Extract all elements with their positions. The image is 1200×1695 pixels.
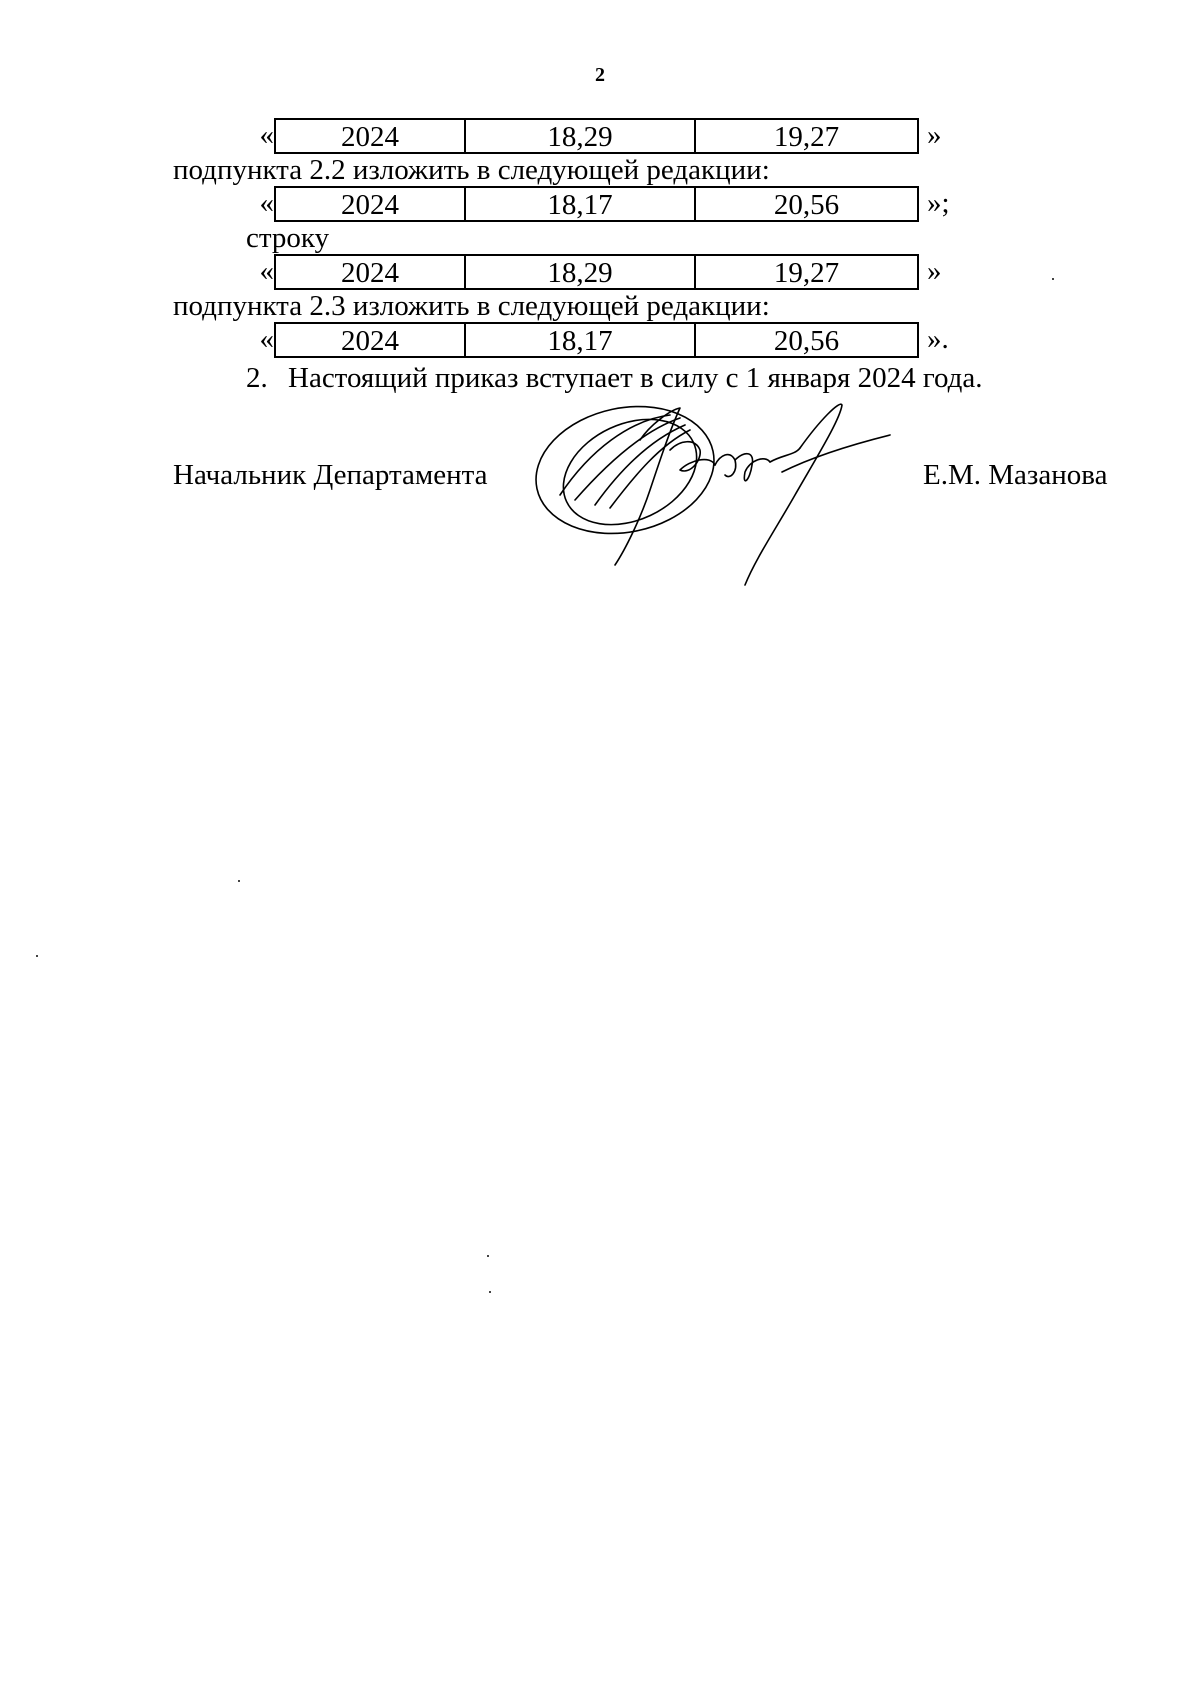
value-cell-1: 18,17 bbox=[466, 324, 696, 356]
value-cell-1: 18,17 bbox=[466, 188, 696, 220]
table-cells bbox=[274, 254, 919, 290]
page-number: 2 bbox=[595, 64, 605, 86]
open-quote: « bbox=[259, 119, 274, 151]
scan-speck bbox=[489, 1291, 491, 1293]
table-cells bbox=[274, 322, 919, 358]
year-cell: 2024 bbox=[276, 324, 466, 356]
clause-text: Настоящий приказ вступает в силу с 1 января 2024 года. bbox=[288, 362, 983, 394]
clause-number: 2. bbox=[246, 362, 268, 394]
signatory-position: Начальник Департамента bbox=[173, 459, 488, 491]
open-quote: « bbox=[259, 255, 274, 287]
subparagraph-2-2-line: подпункта 2.2 изложить в следующей редакции: bbox=[173, 154, 770, 186]
scan-speck bbox=[36, 955, 38, 957]
open-quote: « bbox=[259, 187, 274, 219]
table-cells bbox=[274, 118, 919, 154]
close-quote: »; bbox=[927, 187, 950, 219]
open-quote: « bbox=[259, 323, 274, 355]
value-cell-2: 20,56 bbox=[773, 325, 840, 357]
year-cell: 2024 bbox=[276, 256, 466, 288]
handwritten-signature bbox=[520, 400, 920, 610]
close-quote: ». bbox=[927, 323, 949, 355]
row-word-line: строку bbox=[246, 222, 330, 254]
value-cell-2: 19,27 bbox=[773, 121, 840, 153]
value-cell-2: 19,27 bbox=[773, 257, 840, 289]
close-quote: » bbox=[927, 255, 942, 287]
value-cell-1: 18,29 bbox=[466, 120, 696, 152]
year-cell: 2024 bbox=[276, 188, 466, 220]
year-cell: 2024 bbox=[276, 120, 466, 152]
scan-speck bbox=[487, 1255, 489, 1257]
clause-2 bbox=[246, 360, 983, 396]
table-cells bbox=[274, 186, 919, 222]
scan-speck bbox=[238, 880, 240, 882]
scan-speck bbox=[1052, 278, 1054, 280]
close-quote: » bbox=[927, 119, 942, 151]
subparagraph-2-3-line: подпункта 2.3 изложить в следующей редакции: bbox=[173, 290, 770, 322]
value-cell-2: 20,56 bbox=[773, 189, 840, 221]
signatory-name: Е.М. Мазанова bbox=[923, 459, 1108, 491]
value-cell-1: 18,29 bbox=[466, 256, 696, 288]
